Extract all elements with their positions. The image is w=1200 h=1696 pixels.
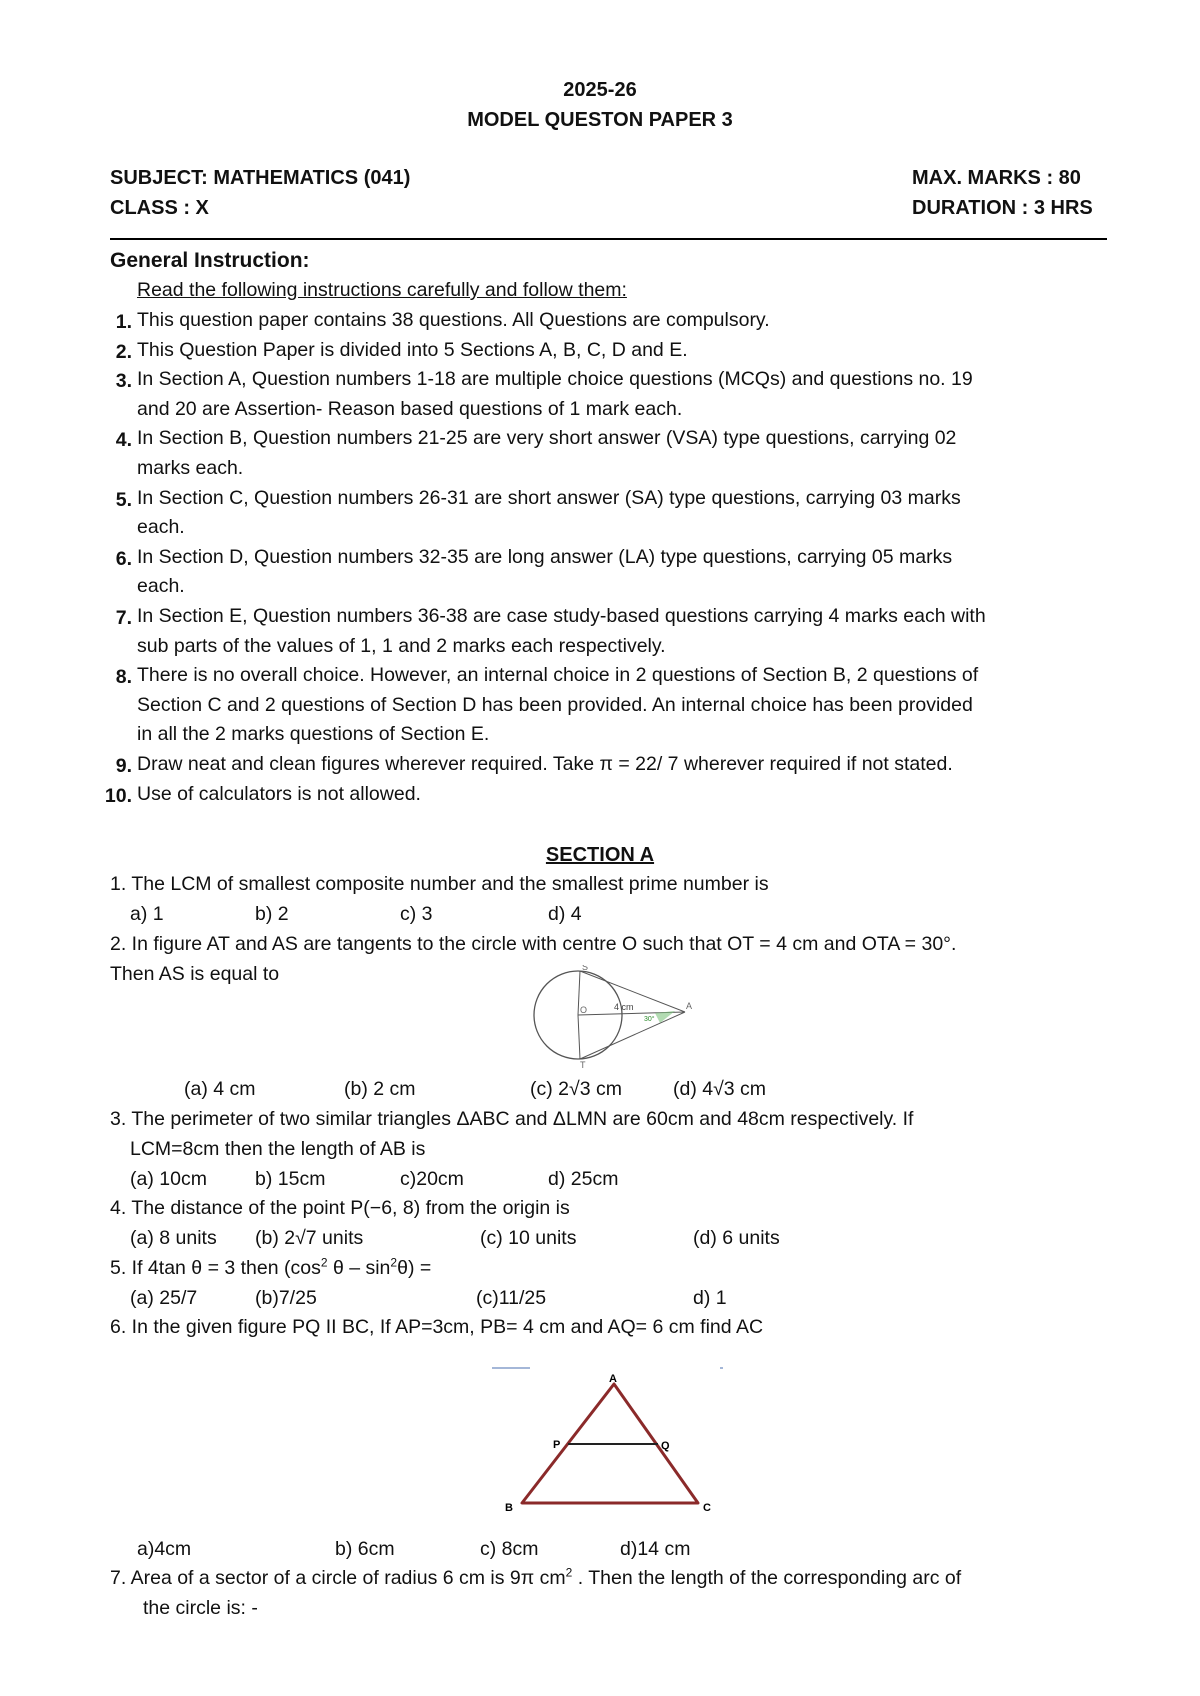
q5-text-post: θ) = <box>397 1257 432 1279</box>
instruction-text-line: in all the 2 marks questions of Section E. <box>137 723 490 746</box>
q5-option-a: (a) 25/7 <box>130 1287 198 1309</box>
section-a-title: SECTION A <box>545 844 655 866</box>
q2-fig-label-a: A <box>686 1001 693 1011</box>
instruction-text-line: There is no overall choice. However, an internal choice in 2 questions of Section B, 2 questions of <box>137 664 979 687</box>
q3-option-b: b) 15cm <box>255 1168 326 1190</box>
q5-sup-2: 2 <box>390 1255 398 1270</box>
q4-option-b: (b) 2√7 units <box>255 1227 364 1249</box>
header-divider <box>110 238 1107 240</box>
q6-option-d: d)14 cm <box>620 1538 691 1560</box>
q3-line2: LCM=8cm then the length of AB is <box>130 1138 426 1160</box>
instruction-text-line: Use of calculators is not allowed. <box>137 782 421 805</box>
q4-option-a: (a) 8 units <box>130 1227 217 1249</box>
duration-label: DURATION : 3 HRS <box>912 197 1093 219</box>
instruction-text-line: This question paper contains 38 questions. All Questions are compulsory. <box>137 309 770 331</box>
q2-option-b: (b) 2 cm <box>344 1078 416 1100</box>
instruction-text-line: In Section B, Question numbers 21-25 are very short answer (VSA) type questions, carrying 02 <box>137 427 957 450</box>
instruction-text-line: This Question Paper is divided into 5 Sections A, B, C, D and E. <box>137 338 688 361</box>
q5-option-d: d) 1 <box>693 1287 727 1309</box>
q6-text: 6. In the given figure PQ II BC, If AP=3cm, PB= 4 cm and AQ= 6 cm find AC <box>110 1316 764 1338</box>
instruction-text-line: each. <box>137 516 185 539</box>
instruction-text-line: In Section E, Question numbers 36-38 are case study-based questions carrying 4 marks each with <box>137 605 986 627</box>
q6-fig-label-a: A <box>609 1373 617 1385</box>
instruction-number: 3. <box>115 370 132 393</box>
q2-line2: Then AS is equal to <box>110 963 280 985</box>
q1-option-c: c) 3 <box>400 903 433 925</box>
instruction-number: 7. <box>115 607 132 629</box>
subject-label: SUBJECT: MATHEMATICS (041) <box>110 167 411 189</box>
instruction-text-line: In Section C, Question numbers 26-31 are short answer (SA) type questions, carrying 03 marks <box>137 486 961 509</box>
q3-line1: 3. The perimeter of two similar triangles ΔABC and ΔLMN are 60cm and 48cm respectively. If <box>110 1108 914 1130</box>
q5-text-mid: θ – sin <box>327 1257 391 1279</box>
q1-text: 1. The LCM of smallest composite number and the smallest prime number is <box>110 873 769 895</box>
instruction-text-line: In Section D, Question numbers 32-35 are long answer (LA) type questions, carrying 05 marks <box>137 545 953 568</box>
q2-fig-label-s: S <box>582 965 589 972</box>
instruction-text-line: sub parts of the values of 1, 1 and 2 marks each respectively. <box>137 634 666 657</box>
instruction-number: 1. <box>115 311 132 333</box>
year-heading: 2025-26 <box>563 79 637 101</box>
q6-option-a: a)4cm <box>137 1538 192 1560</box>
q6-option-b: b) 6cm <box>335 1538 395 1560</box>
q1-option-b: b) 2 <box>255 903 289 925</box>
instruction-text-line: and 20 are Assertion- Reason based questions of 1 mark each. <box>137 397 683 420</box>
q2-line1: 2. In figure AT and AS are tangents to the circle with centre O such that OT = 4 cm and OTA = 30°. <box>110 933 957 955</box>
class-label: CLASS : X <box>110 197 209 219</box>
q6-option-c: c) 8cm <box>480 1538 539 1560</box>
instructions-heading: General Instruction: <box>110 249 310 272</box>
max-marks-label: MAX. MARKS : 80 <box>912 167 1081 189</box>
q6-fig-label-b: B <box>505 1502 513 1514</box>
instruction-number: 8. <box>115 666 132 689</box>
q4-option-c: (c) 10 units <box>480 1227 577 1249</box>
q2-fig-label-o: O <box>580 1005 588 1015</box>
q2-fig-label-angle: 30° <box>644 1016 655 1023</box>
q7-text-post: . Then the length of the corresponding arc of <box>572 1567 962 1589</box>
q3-option-a: (a) 10cm <box>130 1168 207 1190</box>
instruction-text-line: Section C and 2 questions of Section D has been provided. An internal choice has been provided <box>137 693 973 716</box>
q5-option-b: (b)7/25 <box>255 1287 317 1309</box>
q4-text: 4. The distance of the point P(−6, 8) from the origin is <box>110 1197 570 1219</box>
q7-line1 <box>110 1565 962 1589</box>
q3-option-c: c)20cm <box>400 1168 464 1190</box>
q5-text-pre: 5. If 4tan θ = 3 then (cos <box>110 1257 321 1279</box>
q2-fig-label-length: 4 cm <box>614 1002 634 1012</box>
q2-option-d: (d) 4√3 cm <box>673 1078 767 1100</box>
q7-sup: 2 <box>565 1565 573 1580</box>
q7-line2: the circle is: - <box>143 1597 258 1619</box>
q2-option-a: (a) 4 cm <box>184 1078 256 1100</box>
q3-option-d: d) 25cm <box>548 1168 619 1190</box>
q1-option-d: d) 4 <box>548 903 582 925</box>
q6-fig-label-p: P <box>553 1439 561 1451</box>
q4-option-d: (d) 6 units <box>693 1227 780 1249</box>
q5-sup-1: 2 <box>320 1255 328 1270</box>
instruction-text-line: each. <box>137 575 185 598</box>
q5-option-c: (c)11/25 <box>476 1287 547 1309</box>
q6-triangle-figure <box>490 1360 730 1520</box>
instructions-subheading: Read the following instructions carefully and follow them: <box>137 279 627 301</box>
instruction-number: 6. <box>115 547 132 570</box>
q6-fig-label-c: C <box>703 1502 711 1514</box>
q5-text <box>110 1255 432 1279</box>
q6-fig-label-q: Q <box>661 1440 670 1452</box>
instruction-text-line: marks each. <box>137 457 244 479</box>
instruction-number: 2. <box>115 340 132 363</box>
instruction-number: 9. <box>115 755 132 777</box>
instruction-number: 5. <box>115 488 132 511</box>
q1-option-a: a) 1 <box>130 903 164 925</box>
q2-option-c: (c) 2√3 cm <box>530 1078 622 1100</box>
instruction-text-line: In Section A, Question numbers 1-18 are multiple choice questions (MCQs) and questions no. 19 <box>137 368 973 391</box>
q2-tangent-figure <box>520 965 700 1070</box>
q7-text-pre: 7. Area of a sector of a circle of radius 6 cm is 9π cm <box>110 1567 566 1589</box>
q2-fig-label-t: T <box>580 1060 586 1070</box>
instruction-number: 4. <box>115 429 132 452</box>
instruction-text-line: Draw neat and clean figures wherever required. Take π = 22/ 7 wherever required if not stated. <box>137 753 953 775</box>
paper-title: MODEL QUESTON PAPER 3 <box>467 109 733 131</box>
instruction-number: 10. <box>104 784 132 807</box>
